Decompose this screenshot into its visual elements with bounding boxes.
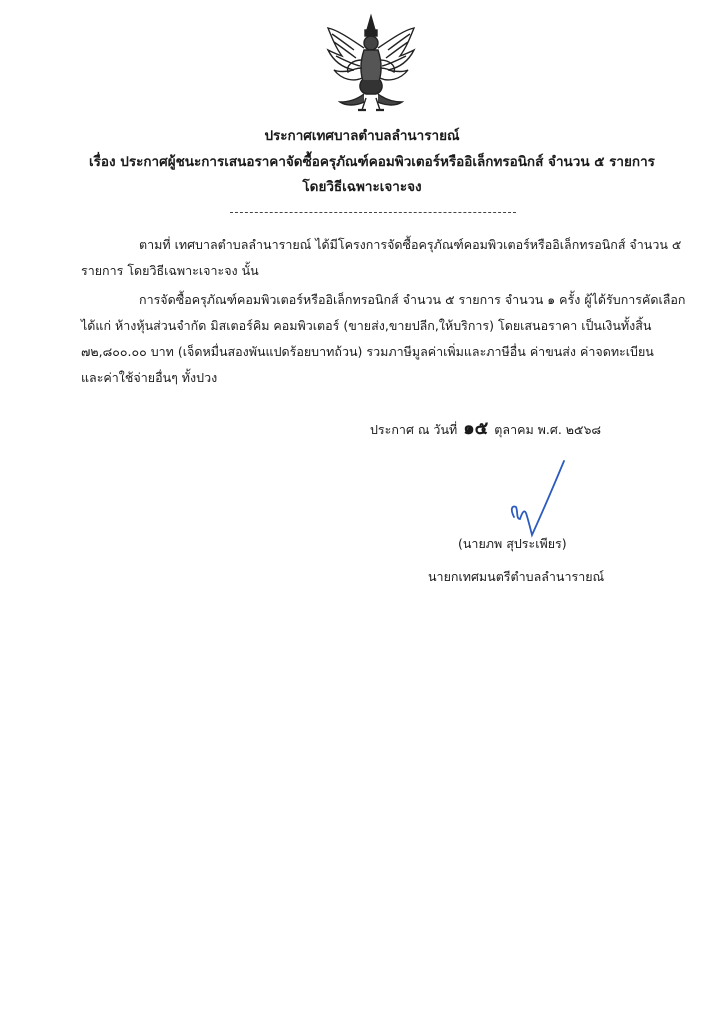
paragraph-2-line-1: การจัดซื้อครุภัณฑ์คอมพิวเตอร์หรืออิเล็กทรอนิกส์ จำนวน ๕ รายการ จำนวน ๑ ครั้ง ผู้ได้รับการคัดเลือก <box>139 292 686 307</box>
procurement-method: โดยวิธีเฉพาะเจาะจง <box>302 179 422 195</box>
signatory-title: นายกเทศมนตรีตำบลลำนารายณ์ <box>428 569 605 584</box>
announcement-date <box>370 413 601 442</box>
announcement-heading: ประกาศเทศบาลตำบลลำนารายณ์ <box>264 128 460 144</box>
subject-line: เรื่อง ประกาศผู้ชนะการเสนอราคาจัดซื้อครุภัณฑ์คอมพิวเตอร์หรืออิเล็กทรอนิกส์ จำนวน ๕ รายการ <box>89 154 655 170</box>
paragraph-2-line-4: และค่าใช้จ่ายอื่นๆ ทั้งปวง <box>81 370 218 385</box>
date-day: ๑๕ <box>463 418 489 439</box>
paragraph-2-line-2: ได้แก่ ห้างหุ้นส่วนจำกัด มิสเตอร์คิม คอมพิวเตอร์ (ขายส่ง,ขายปลีก,ให้บริการ) โดยเสนอราคา เป็นเงินทั้งสิ้น <box>81 318 652 333</box>
handwritten-signature <box>498 455 578 545</box>
header-divider <box>230 212 516 213</box>
paragraph-1-line-1: ตามที่ เทศบาลตำบลลำนารายณ์ ได้มีโครงการจัดซื้อครุภัณฑ์คอมพิวเตอร์หรืออิเล็กทรอนิกส์ จำนวน ๕ <box>139 237 682 252</box>
date-prefix: ประกาศ ณ วันที่ <box>370 422 458 437</box>
paragraph-1-line-2: รายการ โดยวิธีเฉพาะเจาะจง นั้น <box>81 263 259 278</box>
date-month-year: ตุลาคม พ.ศ. ๒๕๖๘ <box>494 422 602 437</box>
garuda-emblem-icon <box>322 10 420 118</box>
signatory-name: (นายภพ สุประเพียร) <box>458 536 567 551</box>
paragraph-2-line-3: ๗๒,๘๐๐.๐๐ บาท (เจ็ดหมื่นสองพันแปดร้อยบาทถ้วน) รวมภาษีมูลค่าเพิ่มและภาษีอื่น ค่าขนส่ง ค่าจดทะเบียน <box>81 344 654 359</box>
